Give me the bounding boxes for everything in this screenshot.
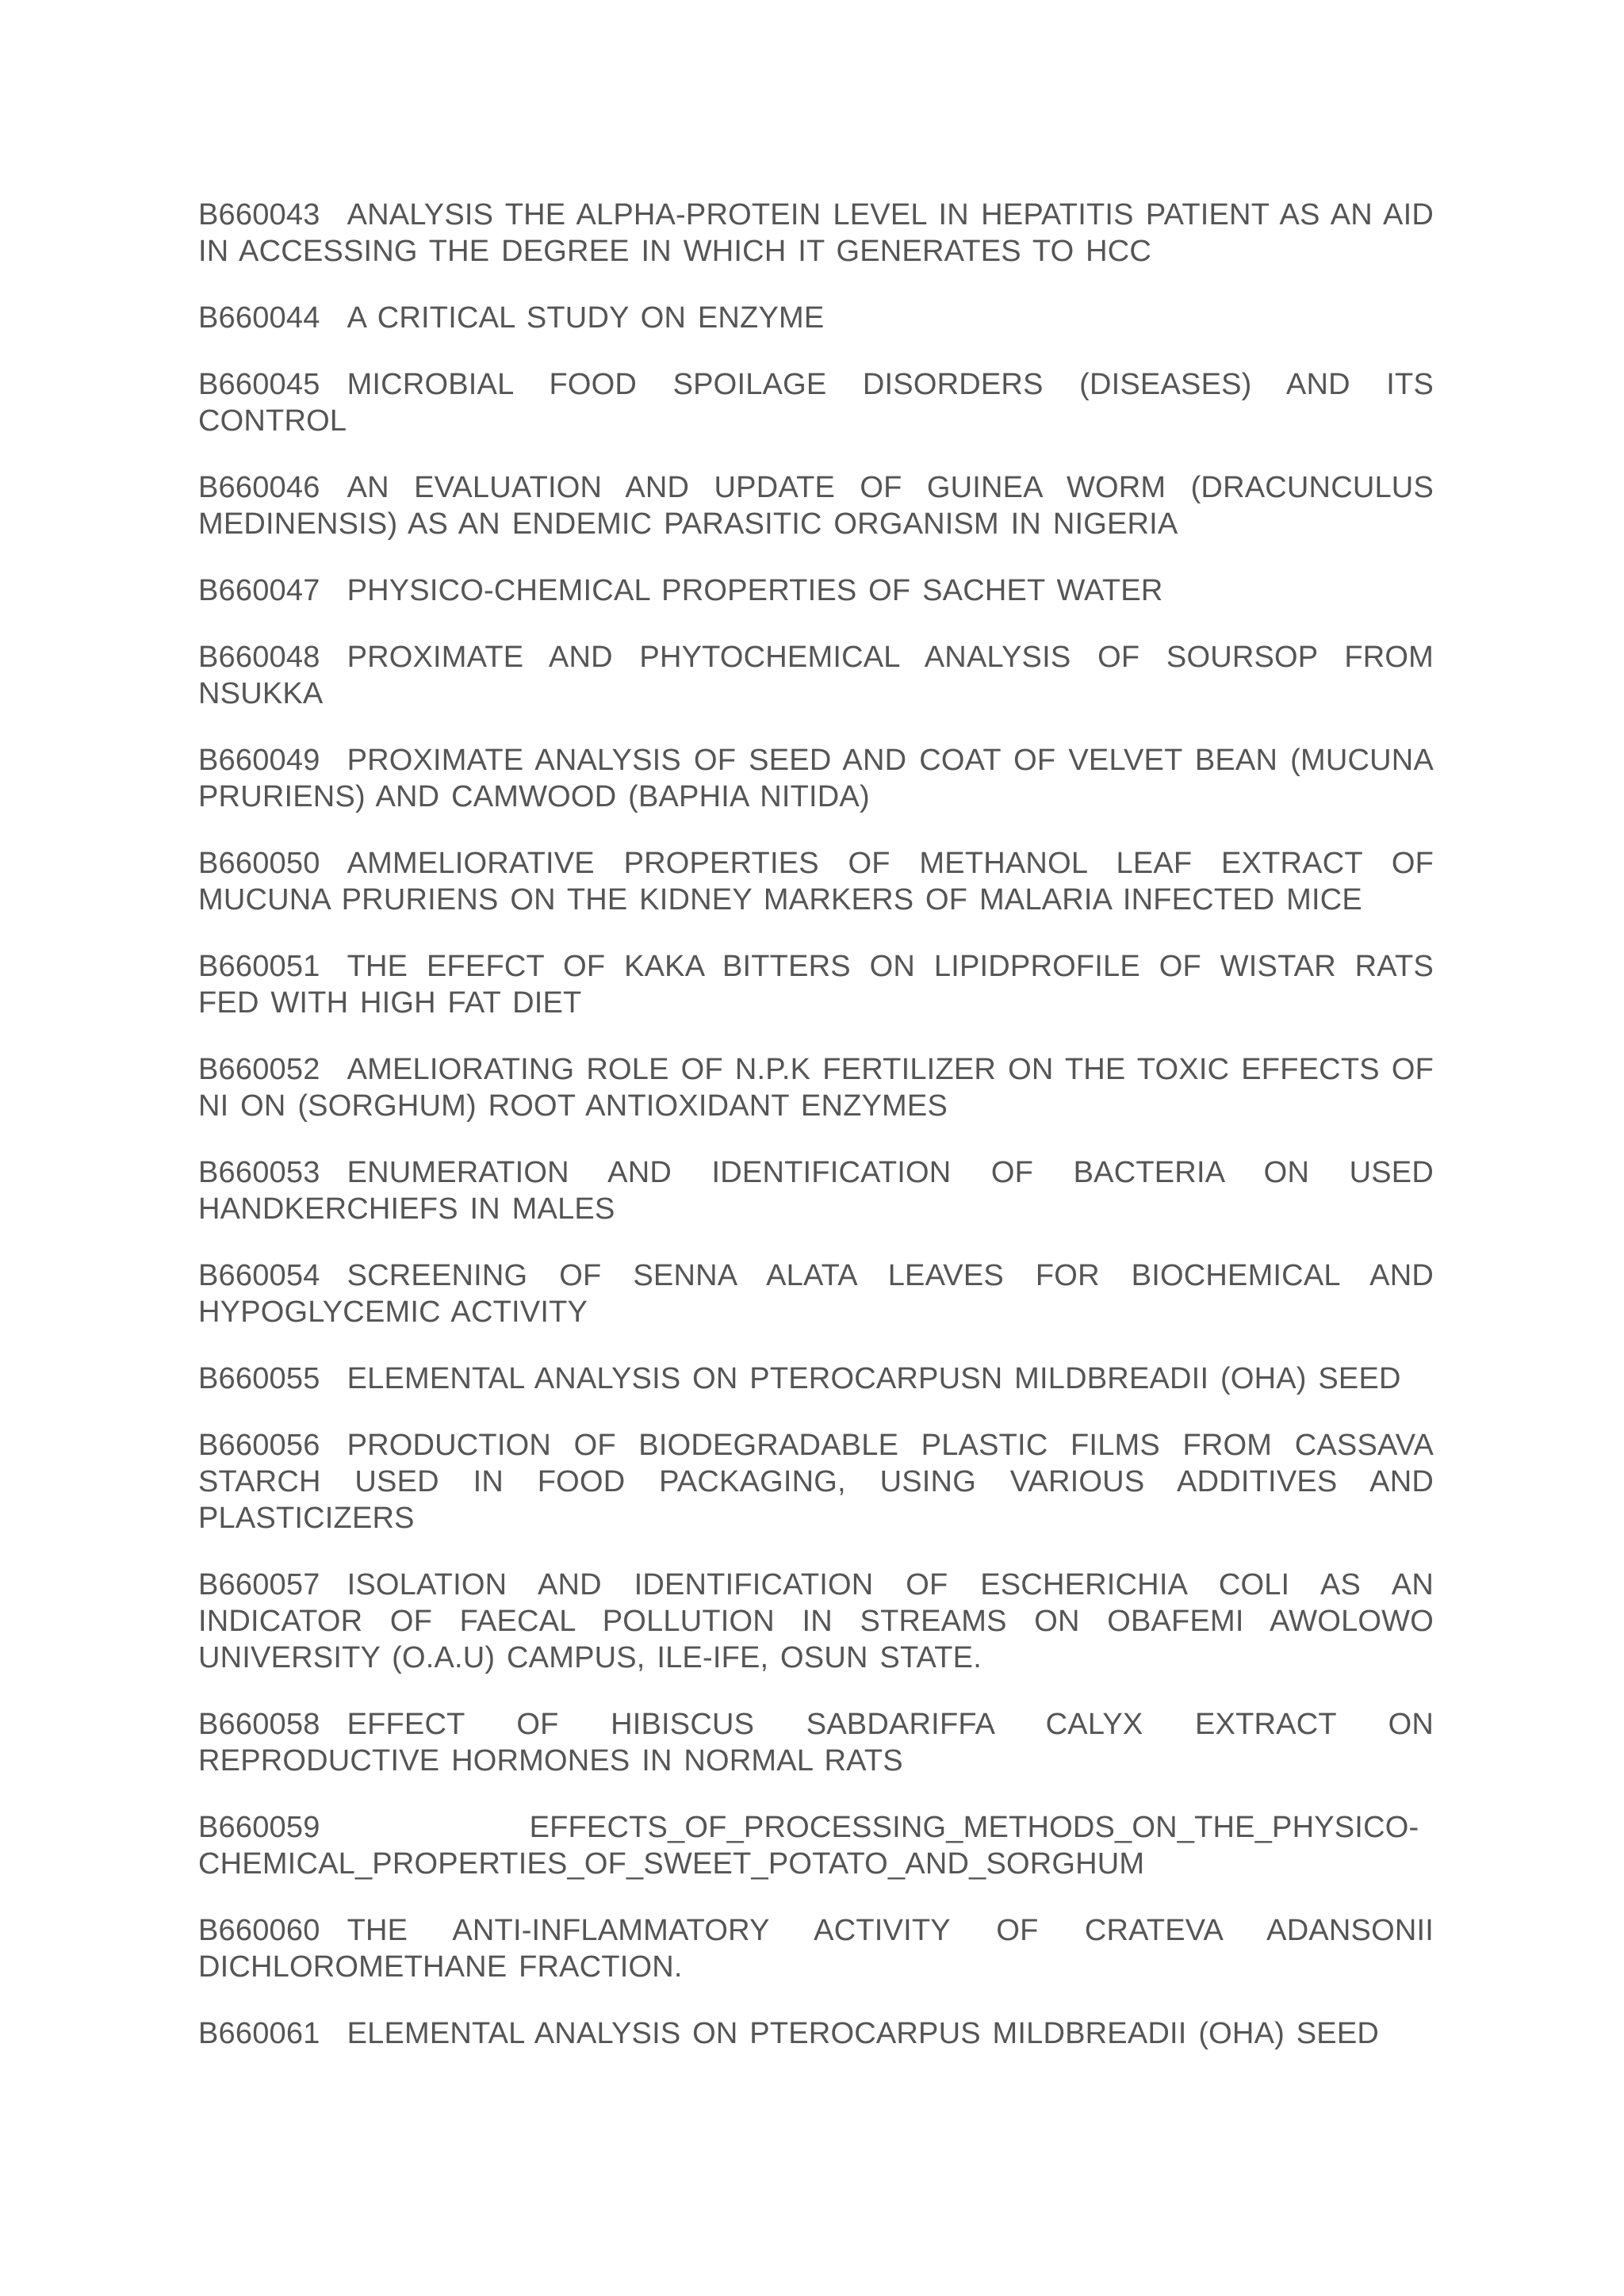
project-title: MICROBIAL FOOD SPOILAGE DISORDERS (DISEASES) AND ITS CONTROL [198, 368, 1434, 438]
project-code: B660057 [198, 1568, 320, 1601]
project-code: B660053 [198, 1156, 320, 1189]
project-title: AMMELIORATIVE PROPERTIES OF METHANOL LEAF EXTRACT OF MUCUNA PRURIENS ON THE KIDNEY MARKERS OF MALARIA INFECTED MICE [198, 847, 1434, 916]
project-code: B660044 [198, 301, 320, 335]
project-entry [198, 1154, 1434, 1227]
project-code: B660049 [198, 744, 320, 777]
project-entry [198, 742, 1434, 815]
project-entry [198, 948, 1434, 1021]
project-title: THE EFEFCT OF KAKA BITTERS ON LIPIDPROFILE OF WISTAR RATS FED WITH HIGH FAT DIET [198, 950, 1434, 1020]
project-title: ANALYSIS THE ALPHA-PROTEIN LEVEL IN HEPATITIS PATIENT AS AN AID IN ACCESSING THE DEGREE IN WHICH IT GENERATES TO HCC [198, 198, 1434, 268]
project-title: ELEMENTAL ANALYSIS ON PTEROCARPUS MILDBREADII (OHA) SEED [347, 2017, 1380, 2050]
project-code: B660058 [198, 1708, 320, 1741]
project-entry [198, 845, 1434, 918]
project-code: B660045 [198, 368, 320, 401]
project-title: PROXIMATE ANALYSIS OF SEED AND COAT OF VELVET BEAN (MUCUNA PRURIENS) AND CAMWOOD (BAPHIA NITIDA) [198, 744, 1434, 813]
project-title: ISOLATION AND IDENTIFICATION OF ESCHERICHIA COLI AS AN INDICATOR OF FAECAL POLLUTION IN STREAMS ON OBAFEMI AWOLOWO UNIVERSITY (O.A.U) CAMPUS, ILE-IFE, OSUN STATE. [198, 1568, 1434, 1674]
project-code: B660046 [198, 471, 320, 504]
project-title: A CRITICAL STUDY ON ENZYME [347, 301, 825, 335]
project-title: PROXIMATE AND PHYTOCHEMICAL ANALYSIS OF SOURSOP FROM NSUKKA [198, 641, 1434, 710]
project-entry [198, 2015, 1434, 2052]
project-list [198, 197, 1434, 2082]
project-entry [198, 639, 1434, 712]
project-code: B660056 [198, 1429, 320, 1462]
project-title: SCREENING OF SENNA ALATA LEAVES FOR BIOCHEMICAL AND HYPOGLYCEMIC ACTIVITY [198, 1259, 1434, 1329]
project-title: ELEMENTAL ANALYSIS ON PTEROCARPUSN MILDBREADII (OHA) SEED [347, 1362, 1401, 1395]
project-code: B660054 [198, 1259, 320, 1292]
project-code: B660060 [198, 1914, 320, 1947]
project-code: B660055 [198, 1362, 320, 1395]
project-entry [198, 469, 1434, 542]
project-entry [198, 366, 1434, 439]
project-code: B660061 [198, 2017, 320, 2050]
project-code: B660043 [198, 198, 320, 232]
project-entry [198, 1912, 1434, 1985]
project-code: B660059 [198, 1811, 320, 1844]
project-title: AN EVALUATION AND UPDATE OF GUINEA WORM (DRACUNCULUS MEDINENSIS) AS AN ENDEMIC PARASITIC ORGANISM IN NIGERIA [198, 471, 1434, 541]
project-entry [198, 572, 1434, 609]
project-title: PHYSICO-CHEMICAL PROPERTIES OF SACHET WATER [347, 574, 1163, 607]
project-entry [198, 1427, 1434, 1536]
project-code: B660051 [198, 950, 320, 983]
project-entry [198, 197, 1434, 270]
project-title: ENUMERATION AND IDENTIFICATION OF BACTERIA ON USED HANDKERCHIEFS IN MALES [198, 1156, 1434, 1226]
project-entry [198, 1567, 1434, 1676]
project-entry [198, 1706, 1434, 1779]
project-title: EFFECTS_OF_PROCESSING_METHODS_ON_THE_PHYSICO- CHEMICAL_PROPERTIES_OF_SWEET_POTATO_AND_SORGHUM [198, 1811, 1419, 1881]
project-title: THE ANTI-INFLAMMATORY ACTIVITY OF CRATEVA ADANSONII DICHLOROMETHANE FRACTION. [198, 1914, 1434, 1984]
project-entry [198, 1257, 1434, 1330]
project-code: B660048 [198, 641, 320, 674]
project-entry [198, 1051, 1434, 1124]
project-code: B660047 [198, 574, 320, 607]
project-title: PRODUCTION OF BIODEGRADABLE PLASTIC FILMS FROM CASSAVA STARCH USED IN FOOD PACKAGING, USING VARIOUS ADDITIVES AND PLASTICIZERS [198, 1429, 1434, 1535]
project-title: EFFECT OF HIBISCUS SABDARIFFA CALYX EXTRACT ON REPRODUCTIVE HORMONES IN NORMAL RATS [198, 1708, 1434, 1777]
project-code: B660050 [198, 847, 320, 880]
project-entry [198, 1360, 1434, 1397]
project-entry [198, 1809, 1434, 1882]
project-entry [198, 300, 1434, 336]
project-title: AMELIORATING ROLE OF N.P.K FERTILIZER ON THE TOXIC EFFECTS OF NI ON (SORGHUM) ROOT ANTIOXIDANT ENZYMES [198, 1053, 1434, 1123]
project-code: B660052 [198, 1053, 320, 1086]
